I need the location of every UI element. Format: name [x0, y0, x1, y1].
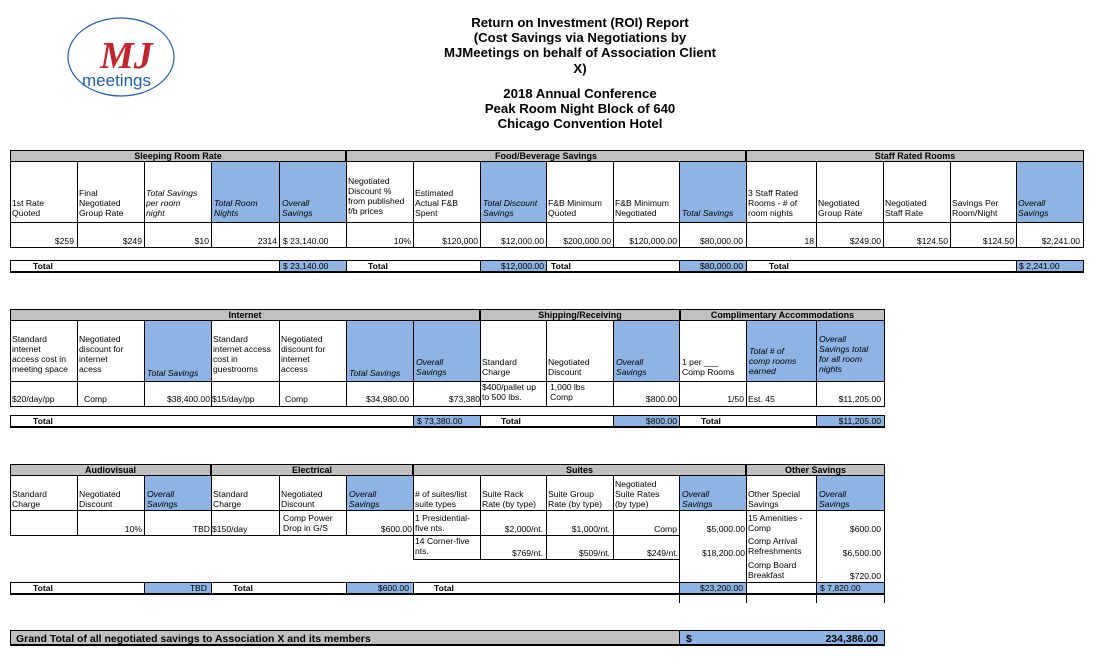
other-col-overall: Overall Savings: [819, 489, 850, 509]
sleeping-col-total-nights: Total Room Nights: [214, 198, 258, 218]
suites-total-label: Total: [434, 583, 454, 593]
av-col-neg: Negotiated Discount: [79, 489, 121, 509]
av-total-label: Total: [33, 583, 53, 593]
title-line-2: (Cost Savings via Negotiations by: [473, 30, 687, 46]
other-item-2-value: $6,500.00: [842, 548, 881, 558]
comp-col-per: 1 per ___ Comp Rooms: [682, 357, 735, 377]
shipping-val-neg: 1,000 lbs Comp: [550, 382, 585, 402]
internet-col-neg-meeting: Negotiated discount for internet acess: [79, 334, 124, 374]
staff-val-nights: 18: [804, 236, 814, 246]
fb-val-total-savings: $80,000.00: [699, 236, 743, 246]
other-item-1-label: 15 Amenities - Comp: [748, 513, 803, 533]
internet-col-neg-guest: Negotiated discount for internet access: [281, 334, 326, 374]
other-item-2-label: Comp Arrival Refreshments: [748, 536, 802, 556]
shipping-header: Shipping/Receiving: [480, 309, 680, 321]
grand-total-currency: $: [686, 633, 692, 645]
internet-col-overall: Overall Savings: [416, 357, 447, 377]
suites-total-value: $23,200.00: [699, 583, 743, 593]
internet-val-neg-guest: Comp: [285, 394, 308, 404]
fb-col-discount-pct: Negotiated Discount % from published f/b prices: [348, 176, 405, 216]
comp-total-label: Total: [701, 416, 721, 426]
av-total-value: TBD: [189, 583, 207, 593]
staff-col-group-rate: Negotiated Group Rate: [818, 198, 863, 218]
av-val-neg: 10%: [124, 524, 142, 534]
suites-r1-types: 1 Presidential- five nts.: [415, 513, 470, 533]
title-line-3: MJMeetings on behalf of Association Client X): [443, 45, 717, 76]
fb-col-total-savings: Total Savings: [682, 208, 734, 218]
fb-val-total-discount: $12,000.00: [500, 236, 544, 246]
suites-r2-group: $509/nt.: [578, 548, 610, 558]
staff-col-overall: Overall Savings: [1018, 198, 1049, 218]
electrical-val-neg: Comp Power Drop in G/S: [283, 513, 333, 533]
suites-r2-rack: $769/nt.: [511, 548, 543, 558]
internet-col-total2: Total Savings: [349, 368, 401, 378]
sleeping-room-header: Sleeping Room Rate: [10, 150, 346, 162]
fb-val-discount-pct: 10%: [393, 236, 411, 246]
fb-col-min-quoted: F&B Minimum Quoted: [548, 198, 602, 218]
sleeping-col-savings-per-night: Total Savings per room night: [146, 188, 198, 218]
suites-header: Suites: [413, 464, 746, 476]
electrical-header: Electrical: [211, 464, 413, 476]
staff-col-nights: 3 Staff Rated Rooms - # of room nights: [748, 188, 799, 218]
staff-col-staff-rate: Negotiated Staff Rate: [885, 198, 927, 218]
fb-val-estimated: $120,000: [442, 236, 478, 246]
av-col-overall: Overall Savings: [147, 489, 178, 509]
section-internet-shipping-comp: [0, 300, 1111, 440]
suites-r1-overall: $5,000.00: [706, 524, 745, 534]
fb-val-min-negotiated: $120,000.00: [629, 236, 677, 246]
sleeping-val-1st-rate: $259: [54, 236, 74, 246]
internet-val-total2: $34,980.00: [365, 394, 409, 404]
logo-letter-m: MJ: [100, 35, 153, 77]
fb-col-total-discount: Total Discount Savings: [483, 198, 538, 218]
internet-val-overall: $73,380: [448, 394, 480, 404]
internet-val-std-guest: $15/day/pp: [212, 394, 255, 404]
comp-col-overall: Overall Savings total for all room nights: [819, 334, 869, 374]
staff-val-overall: $2,241.00: [1041, 236, 1080, 246]
sleeping-val-nights: 2314: [257, 236, 277, 246]
shipping-total-value: $800.00: [645, 416, 677, 426]
shipping-col-neg: Negotiated Discount: [548, 357, 590, 377]
sleeping-val-savings: $10: [194, 236, 209, 246]
staff-val-per-night: $124.50: [982, 236, 1014, 246]
av-val-overall: TBD: [192, 524, 210, 534]
internet-val-neg-meeting: Comp: [84, 394, 107, 404]
logo-word: meetings: [82, 71, 151, 90]
staff-total-label: Total: [769, 261, 789, 271]
other-col-special: Other Special Savings: [748, 489, 801, 509]
fb-total2-label: Total: [551, 261, 571, 271]
comp-header: Complimentary Accommodations: [680, 309, 885, 321]
internet-header: Internet: [10, 309, 480, 321]
suites-r1-rack: $2,000/nt.: [504, 524, 543, 534]
sleeping-col-overall: Overall Savings: [282, 198, 313, 218]
internet-val-total1: $38,400.00: [166, 394, 210, 404]
internet-total-label: Total: [33, 416, 53, 426]
comp-val-per: 1/50: [727, 394, 744, 404]
internet-total-value: $ 73,380.00: [417, 416, 463, 426]
staff-total-value: $ 2,241.00: [1019, 261, 1060, 271]
electrical-col-neg: Negotiated Discount: [281, 489, 323, 509]
section-rooms-fb-staff: [0, 0, 1111, 290]
sleeping-val-overall: $ 23,140.00: [283, 236, 329, 246]
other-header: Other Savings: [746, 464, 885, 476]
internet-val-std-meeting: $20/day/pp: [12, 394, 55, 404]
suites-r1-neg: Comp: [654, 524, 677, 534]
staff-val-group-rate: $249.00: [849, 236, 881, 246]
electrical-total-value: $600.00: [377, 583, 409, 593]
sleeping-col-1st-rate: 1st Rate Quoted: [12, 198, 45, 218]
sleeping-total-label: Total: [33, 261, 53, 271]
staff-val-staff-rate: $124.50: [916, 236, 948, 246]
shipping-total-label: Total: [501, 416, 521, 426]
shipping-val-overall: $800.00: [645, 394, 677, 404]
electrical-val-overall: $600.00: [380, 524, 412, 534]
suites-r2-types: 14 Corner-five nts.: [415, 536, 470, 556]
fb-total2-value: $80,000.00: [699, 261, 743, 271]
fb-col-estimated: Estimated Actual F&B Spent: [415, 188, 458, 218]
fb-header: Food/Beverage Savings: [346, 150, 746, 162]
electrical-total-label: Total: [233, 583, 253, 593]
electrical-col-overall: Overall Savings: [349, 489, 380, 509]
av-col-std: Standard Charge: [12, 489, 47, 509]
sec1-total-row: [10, 260, 1084, 273]
title-line-5: 2018 Annual Conference: [503, 85, 657, 101]
other-item-3-label: Comp Board Breakfast: [748, 560, 797, 580]
comp-total-value: $11,205.00: [838, 416, 881, 426]
comp-val-total: Est. 45: [748, 394, 775, 404]
section-av-electrical-suites-other: [0, 455, 1111, 605]
suites-col-group: Suite Group Rate (by type): [548, 489, 602, 509]
sleeping-total-value: $ 23,140.00: [283, 261, 329, 271]
electrical-val-std: $150/day: [212, 524, 248, 534]
comp-col-total: Total # of comp rooms earned: [749, 346, 797, 376]
fb-col-min-negotiated: F&B Minimum Negotiated: [615, 198, 669, 218]
internet-col-std-meeting: Standard internet access cost in meeting space: [12, 334, 68, 374]
suites-col-rack: Suite Rack Rate (by type): [482, 489, 536, 509]
shipping-col-overall: Overall Savings: [616, 357, 647, 377]
other-total-value: $ 7,820.00: [820, 583, 861, 593]
shipping-val-std: $400/pallet up to 500 lbs.: [482, 382, 536, 402]
other-item-1-value: $600.00: [849, 524, 881, 534]
grand-total-value: 234,386.00: [825, 633, 878, 645]
fb-val-min-quoted: $200,000.00: [563, 236, 611, 246]
other-item-3-value: $720.00: [849, 571, 881, 581]
suites-r2-overall: $18,200.00: [701, 548, 745, 558]
title-line-1: Return on Investment (ROI) Report: [471, 15, 689, 30]
shipping-col-std: Standard Charge: [482, 357, 517, 377]
suites-col-types: # of suites/list suite types: [415, 489, 468, 509]
suites-r2-neg: $249/nt.: [646, 548, 678, 558]
title-line-6: Peak Room Night Block of 640: [484, 101, 676, 117]
sleeping-val-final-rate: $249: [122, 236, 142, 246]
suites-col-neg: Negotiated Suite Rates (by type): [615, 479, 660, 509]
internet-col-std-guest: Standard internet access cost in guestrooms: [213, 334, 271, 374]
av-header: Audiovisual: [10, 464, 211, 476]
suites-col-overall: Overall Savings: [682, 489, 713, 509]
sleeping-col-final-rate: Final Negotiated Group Rate: [79, 188, 124, 218]
suites-r1-group: $1,000/nt.: [571, 524, 610, 534]
title-line-7: Chicago Convention Hotel: [497, 116, 663, 132]
staff-header: Staff Rated Rooms: [746, 150, 1084, 162]
comp-val-overall: $11,205.00: [838, 394, 881, 404]
internet-col-total1: Total Savings: [147, 368, 199, 378]
staff-col-per-night: Savings Per Room/Night: [952, 198, 999, 218]
fb-total1-value: $12,000.00: [500, 261, 544, 271]
electrical-col-std: Standard Charge: [213, 489, 248, 509]
grand-total-label: Grand Total of all negotiated savings to Association X and its members: [16, 633, 371, 645]
fb-total1-label: Total: [368, 261, 388, 271]
